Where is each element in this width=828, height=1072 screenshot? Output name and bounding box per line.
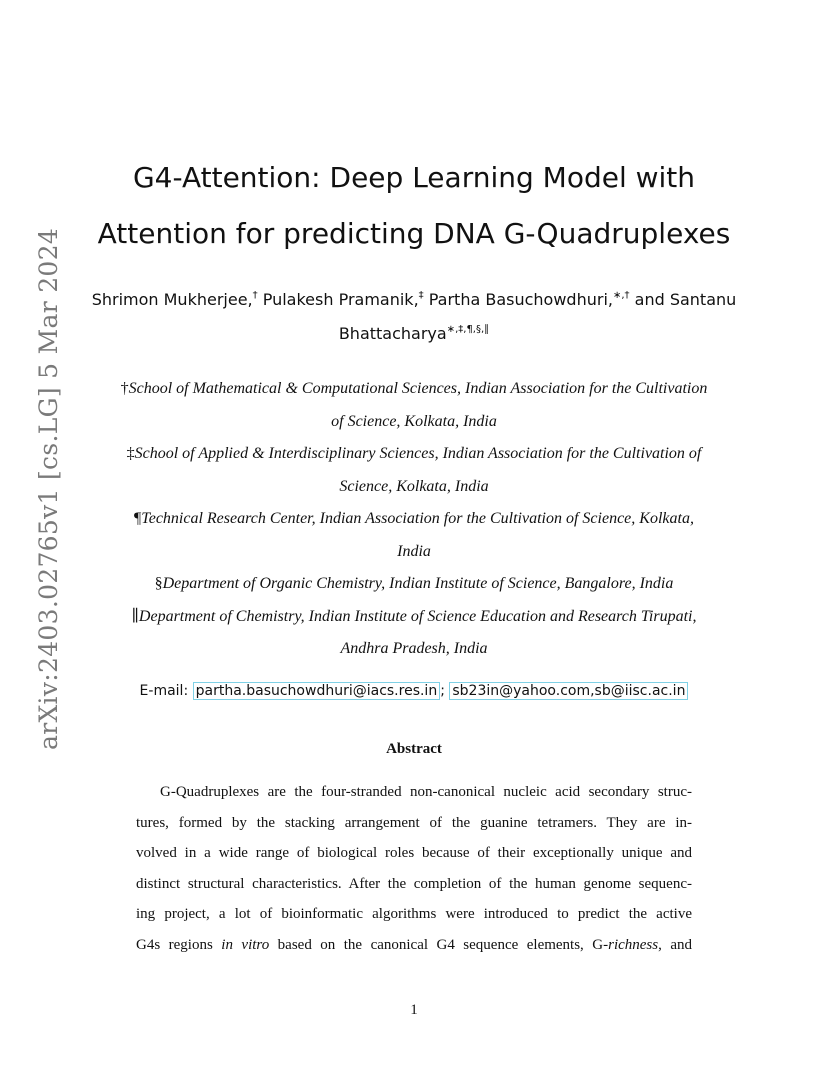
- author-name: Shrimon Mukherjee,: [91, 290, 253, 309]
- title-line-2: Attention for predicting DNA G-Quadruplexes: [97, 217, 731, 250]
- abstract-line: volved in a wide range of biological roles because of their exceptionally unique and: [136, 845, 692, 862]
- abstract-line: ing project, a lot of bioinformatic algorithms were introduced to predict the active: [136, 906, 692, 923]
- affiliation-mark: ¶: [134, 510, 142, 527]
- email-link-2[interactable]: sb23in@yahoo.com,sb@iisc.ac.in: [449, 682, 688, 700]
- paper-title: [70, 150, 758, 262]
- author-affiliation-mark: ∗,‡,¶,§,∥: [446, 324, 490, 335]
- author-affiliation-mark: ∗,†: [612, 290, 630, 301]
- author-name: Pulakesh Pramanik,: [257, 290, 419, 309]
- abstract-text: G4s regions: [136, 936, 222, 953]
- affiliation-item: [90, 601, 738, 634]
- contact-email: [70, 680, 758, 702]
- arxiv-identifier[interactable]: arXiv:2403.02765v1 [cs.LG] 5 Mar 2024: [34, 227, 63, 750]
- abstract-emphasis: richness: [608, 936, 659, 953]
- affiliation-text: School of Mathematical & Computational Sciences, Indian Association for the Cultivation: [128, 380, 708, 397]
- author-list: [70, 283, 758, 351]
- abstract-line: G-Quadruplexes are the four-stranded non-canonical nucleic acid secondary struc-: [160, 784, 692, 800]
- email-link-1[interactable]: partha.basuchowdhuri@iacs.res.in: [193, 682, 441, 700]
- affiliation-item: [90, 373, 738, 406]
- affiliation-text: Department of Organic Chemistry, Indian Institute of Science, Bangalore, India: [162, 575, 674, 592]
- author-name: and Santanu: [629, 290, 737, 309]
- author-line-2: [70, 317, 758, 351]
- abstract-text: , and: [658, 936, 692, 953]
- affiliation-item: [90, 438, 738, 471]
- affiliation-text: Technical Research Center, Indian Association for the Cultivation of Science, Kolkata,: [141, 510, 694, 527]
- author-name: Bhattacharya: [338, 324, 447, 343]
- abstract-heading: Abstract: [386, 741, 442, 757]
- author-line-1: [70, 283, 758, 317]
- author-name: Partha Basuchowdhuri,: [423, 290, 613, 309]
- affiliation-item-continued: Science, Kolkata, India: [339, 477, 489, 495]
- abstract-line: distinct structural characteristics. After the completion of the human genome sequenc-: [136, 875, 692, 892]
- affiliation-item: [90, 568, 738, 601]
- abstract-body: [136, 777, 692, 961]
- abstract-line: tures, formed by the stacking arrangement of the guanine tetramers. They are in-: [136, 814, 692, 831]
- affiliation-item-continued: India: [397, 542, 431, 560]
- page-number: 1: [410, 1002, 418, 1018]
- affiliation-text: Department of Chemistry, Indian Institute of Science Education and Research Tirupati,: [138, 607, 697, 625]
- affiliation-item: [90, 503, 738, 536]
- affiliation-text: School of Applied & Interdisciplinary Sciences, Indian Association for the Cultivation of: [134, 445, 702, 462]
- email-separator: ;: [440, 683, 450, 699]
- affiliation-mark: ∥: [131, 607, 139, 625]
- affiliation-mark: ‡: [126, 445, 135, 462]
- author-affiliation-mark: †: [252, 290, 258, 301]
- abstract-line: [136, 930, 692, 961]
- author-affiliation-mark: ‡: [418, 290, 424, 301]
- abstract-emphasis: in vitro: [221, 936, 270, 953]
- abstract-text: based on the canonical G4 sequence elements, G-: [269, 936, 609, 953]
- affiliation-mark: §: [154, 575, 163, 592]
- affiliation-item-continued: Andhra Pradesh, India: [340, 640, 488, 657]
- email-label: E-mail:: [139, 683, 193, 699]
- affiliation-mark: †: [120, 380, 129, 397]
- affiliation-list: [90, 373, 738, 666]
- affiliation-item-continued: of Science, Kolkata, India: [331, 412, 497, 430]
- title-line-1: G4-Attention: Deep Learning Model with: [132, 161, 696, 194]
